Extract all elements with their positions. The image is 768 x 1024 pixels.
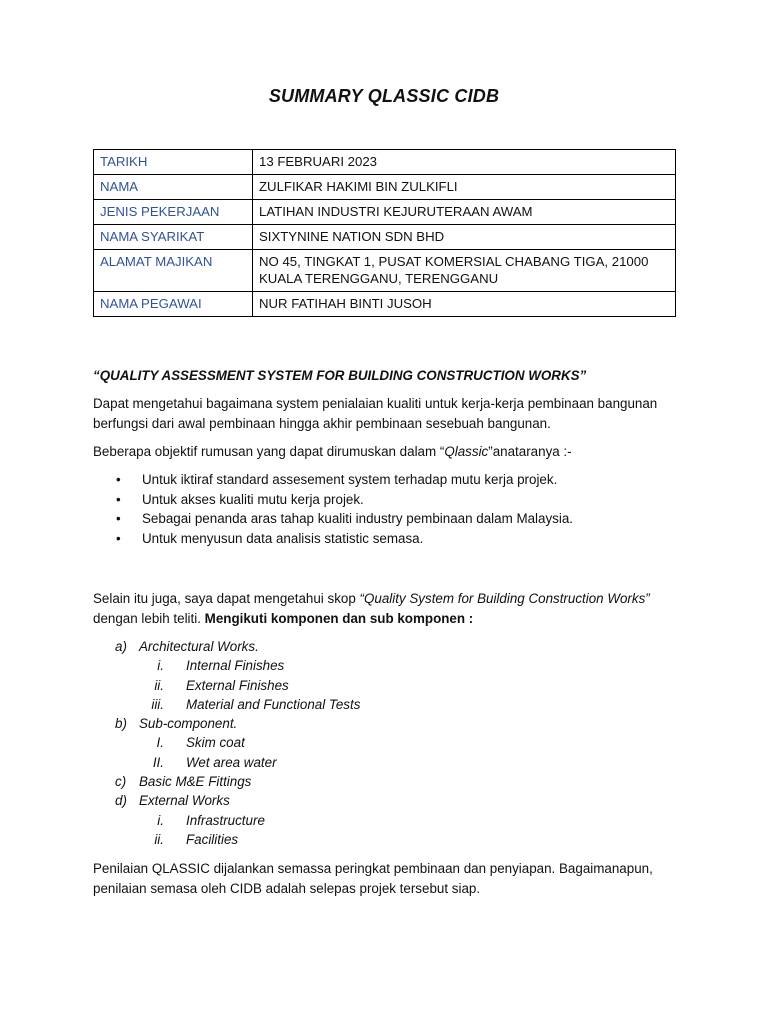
list-item xyxy=(93,529,573,549)
info-label: JENIS PEKERJAAN xyxy=(94,200,253,225)
info-value: NO 45, TINGKAT 1, PUSAT KOMERSIAL CHABANG TIGA, 21000 KUALA TERENGGANU, TERENGGANU xyxy=(253,250,676,292)
table-row xyxy=(94,200,676,225)
list-marker: i. xyxy=(157,812,164,828)
list-item-text: Architectural Works. xyxy=(139,639,259,654)
table-row xyxy=(94,292,676,317)
list-marker: I. xyxy=(156,735,164,751)
text-run: Selain itu juga, saya dapat mengetahui skop xyxy=(93,591,360,606)
bullet-icon: • xyxy=(116,531,121,547)
list-item-text: Untuk menyusun data analisis statistic semasa. xyxy=(142,531,424,547)
list-marker: i. xyxy=(157,658,164,674)
list-marker: II. xyxy=(152,754,164,770)
list-item xyxy=(93,490,573,510)
text-run-italic: “Quality System for Building Construction Works” xyxy=(359,591,650,606)
objectives-list xyxy=(93,470,573,549)
list-marker: a) xyxy=(115,639,127,654)
list-marker: iii. xyxy=(151,696,164,712)
paragraph-assessment: Penilaian QLASSIC dijalankan semassa peringkat pembinaan dan penyiapan. Bagaimanapun, penilaian semasa oleh CIDB adalah selepas projek tersebut siap. xyxy=(93,861,653,896)
list-item-text: Untuk iktiraf standard assesement system terhadap mutu kerja projek. xyxy=(142,472,558,487)
list-item xyxy=(93,509,573,529)
list-item-text: Sebagai penanda aras tahap kualiti industry pembinaan dalam Malaysia. xyxy=(142,511,574,527)
info-label: ALAMAT MAJIKAN xyxy=(94,250,253,292)
text-run-bold: Mengikuti komponen dan sub komponen : xyxy=(204,610,474,626)
list-item-text: Infrastructure xyxy=(186,812,265,828)
section-heading: “QUALITY ASSESSMENT SYSTEM FOR BUILDING CONSTRUCTION WORKS” xyxy=(93,368,587,383)
text-run: Beberapa objektif rumusan yang dapat dirumuskan dalam “ xyxy=(93,444,445,459)
table-row xyxy=(94,150,676,175)
info-table xyxy=(93,149,676,317)
text-run: ”anataranya :- xyxy=(488,444,572,459)
info-label: NAMA SYARIKAT xyxy=(94,225,253,250)
list-item xyxy=(93,470,573,490)
list-marker: c) xyxy=(115,774,127,790)
list-item-text: Untuk akses kualiti mutu kerja projek. xyxy=(142,491,364,507)
text-run: dengan lebih teliti. xyxy=(93,610,205,626)
list-item-text: Material and Functional Tests xyxy=(186,696,361,712)
list-marker: d) xyxy=(115,793,127,809)
list-item-text: Sub-component. xyxy=(139,716,238,732)
list-item-text: External Finishes xyxy=(186,677,289,693)
bullet-icon: • xyxy=(116,511,121,527)
list-item-text: Facilities xyxy=(186,831,239,847)
text-run-italic: Qlassic xyxy=(444,444,489,459)
info-value: LATIHAN INDUSTRI KEJURUTERAAN AWAM xyxy=(253,200,676,225)
list-item-text: Wet area water xyxy=(186,754,277,770)
list-item-text: Skim coat xyxy=(186,735,245,751)
list-marker: ii. xyxy=(154,677,164,693)
list-item-text: Basic M&E Fittings xyxy=(139,774,252,790)
table-row xyxy=(94,250,676,292)
table-row xyxy=(94,175,676,200)
info-label: NAMA xyxy=(94,175,253,200)
info-label: TARIKH xyxy=(94,150,253,175)
list-item-text: Internal Finishes xyxy=(186,658,285,674)
bullet-icon: • xyxy=(116,472,121,487)
paragraph-scope xyxy=(93,589,683,628)
info-value: NUR FATIHAH BINTI JUSOH xyxy=(253,292,676,317)
table-row xyxy=(94,225,676,250)
paragraph-objectives-intro xyxy=(93,442,683,462)
bullet-icon: • xyxy=(116,491,121,507)
document-title: SUMMARY QLASSIC CIDB xyxy=(268,86,500,106)
info-value: SIXTYNINE NATION SDN BHD xyxy=(253,225,676,250)
info-value: ZULFIKAR HAKIMI BIN ZULKIFLI xyxy=(253,175,676,200)
info-label: NAMA PEGAWAI xyxy=(94,292,253,317)
list-marker: ii. xyxy=(154,831,164,847)
list-item-text: External Works xyxy=(139,793,230,809)
info-value: 13 FEBRUARI 2023 xyxy=(253,150,676,175)
list-marker: b) xyxy=(115,716,127,732)
paragraph-intro: Dapat mengetahui bagaimana system penialaian kualiti untuk kerja-kerja pembinaan bangunan berfungsi dari awal pembinaan hingga akhir pembinaan sesebuah bangunan. xyxy=(93,396,658,431)
